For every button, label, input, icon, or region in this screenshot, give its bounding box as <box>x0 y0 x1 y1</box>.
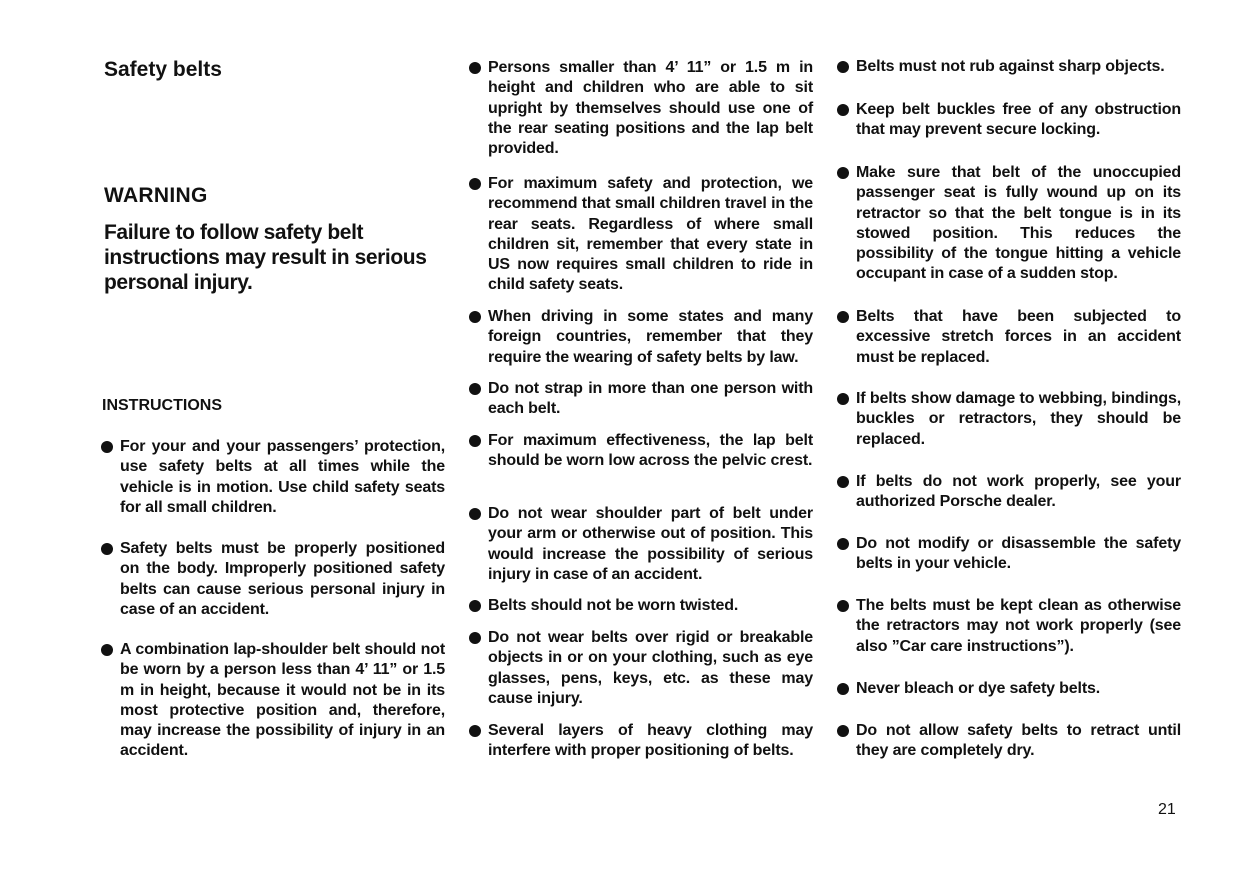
bullet-dot-icon <box>837 61 849 73</box>
bullet-dot-icon <box>837 167 849 179</box>
list-item <box>468 58 813 159</box>
warning-text: Failure to follow safety belt instructions may result in serious personal injury. <box>104 221 427 294</box>
list-item-text: When driving in some states and many foreign countries, remember that they require the wearing of safety belts by law. <box>488 308 813 366</box>
list-item-text: Make sure that belt of the unoccupied passenger seat is fully wound up on its retractor so that the belt tongue is in its stowed position. This reduces the possibility of the tongue hitting a vehicle occupant in case of a sudden stop. <box>856 164 1181 283</box>
list-item-text: Belts must not rub against sharp objects. <box>856 58 1165 75</box>
list-item <box>836 472 1181 513</box>
list-item <box>836 389 1181 450</box>
bullet-dot-icon <box>469 600 481 612</box>
bullet-dot-icon <box>101 441 113 453</box>
bullet-dot-icon <box>837 683 849 695</box>
bullet-dot-icon <box>837 311 849 323</box>
list-item <box>468 721 813 762</box>
list-item-text: Belts should not be worn twisted. <box>488 597 739 614</box>
list-item-text: If belts show damage to webbing, bindings, buckles or retractors, they should be replaced. <box>856 390 1181 448</box>
list-item-text: Never bleach or dye safety belts. <box>856 680 1101 697</box>
instructions-heading: INSTRUCTIONS <box>102 397 222 414</box>
bullet-dot-icon <box>469 725 481 737</box>
list-item-text: Do not modify or disassemble the safety belts in your vehicle. <box>856 535 1181 573</box>
list-item-text: Safety belts must be properly positioned on the body. Improperly positioned safety belts can cause serious personal injury in case of an accident. <box>120 540 445 618</box>
bullet-dot-icon <box>469 383 481 395</box>
bullet-dot-icon <box>469 311 481 323</box>
bullet-dot-icon <box>101 644 113 656</box>
list-item <box>468 628 813 709</box>
list-item-text: Do not wear shoulder part of belt under your arm or otherwise out of position. This would increase the possibility of serious injury in case of an accident. <box>488 505 813 583</box>
list-item-text: For maximum effectiveness, the lap belt should be worn low across the pelvic crest. <box>488 432 813 470</box>
bullet-dot-icon <box>469 178 481 190</box>
list-item <box>468 431 813 472</box>
list-item-text: Keep belt buckles free of any obstruction that may prevent secure locking. <box>856 101 1181 139</box>
list-item <box>836 307 1181 368</box>
list-item-text: For your and your passengers’ protection, use safety belts at all times while the vehicle is in motion. Use child safety seats for all small children. <box>120 438 445 516</box>
bullet-dot-icon <box>837 538 849 550</box>
bullet-dot-icon <box>837 393 849 405</box>
list-item <box>468 596 813 616</box>
list-item <box>468 174 813 296</box>
list-item <box>468 379 813 420</box>
list-item <box>468 307 813 368</box>
bullet-dot-icon <box>469 62 481 74</box>
bullet-dot-icon <box>101 543 113 555</box>
list-item <box>100 539 445 620</box>
list-item-text: Several layers of heavy clothing may interfere with proper positioning of belts. <box>488 722 813 760</box>
list-item <box>836 100 1181 141</box>
list-item-text: Do not strap in more than one person with each belt. <box>488 380 813 418</box>
list-item-text: For maximum safety and protection, we recommend that small children travel in the rear seats. Regardless of where small children sit, remember that every state in US now requires small children to ride in child safety seats. <box>488 175 813 294</box>
list-item-text: Persons smaller than 4’ 11” or 1.5 m in height and children who are able to sit upright by themselves should use one of the rear seating positions and the lap belt provided. <box>488 59 813 158</box>
list-item <box>836 596 1181 657</box>
bullet-dot-icon <box>837 476 849 488</box>
bullet-dot-icon <box>469 508 481 520</box>
page-number: 21 <box>1158 801 1176 818</box>
list-item-text: If belts do not work properly, see your authorized Porsche dealer. <box>856 473 1181 511</box>
list-item-text: Belts that have been subjected to excessive stretch forces in an accident must be replaced. <box>856 308 1181 366</box>
list-item-text: The belts must be kept clean as otherwise the retractors may not work properly (see also ”Car care instructions”). <box>856 597 1181 655</box>
bullet-dot-icon <box>469 632 481 644</box>
list-item <box>836 679 1181 699</box>
list-item <box>836 721 1181 762</box>
list-item <box>100 437 445 518</box>
bullet-dot-icon <box>837 725 849 737</box>
list-item-text: Do not wear belts over rigid or breakable objects in or on your clothing, such as eye glasses, pens, keys, etc. as these may cause injury. <box>488 629 813 707</box>
bullet-dot-icon <box>469 435 481 447</box>
bullet-dot-icon <box>837 104 849 116</box>
list-item <box>468 504 813 585</box>
list-item <box>836 534 1181 575</box>
bullet-dot-icon <box>837 600 849 612</box>
warning-heading: WARNING <box>104 184 208 207</box>
list-item <box>836 163 1181 285</box>
list-item <box>100 640 445 762</box>
list-item-text: A combination lap-shoulder belt should not be worn by a person less than 4’ 11” or 1.5 m in height, because it would not be in its most protective position and, therefore, may increase the possibility of injury in an accident. <box>120 641 445 760</box>
page-title: Safety belts <box>104 58 222 81</box>
list-item <box>836 57 1181 77</box>
list-item-text: Do not allow safety belts to retract until they are completely dry. <box>856 722 1181 760</box>
